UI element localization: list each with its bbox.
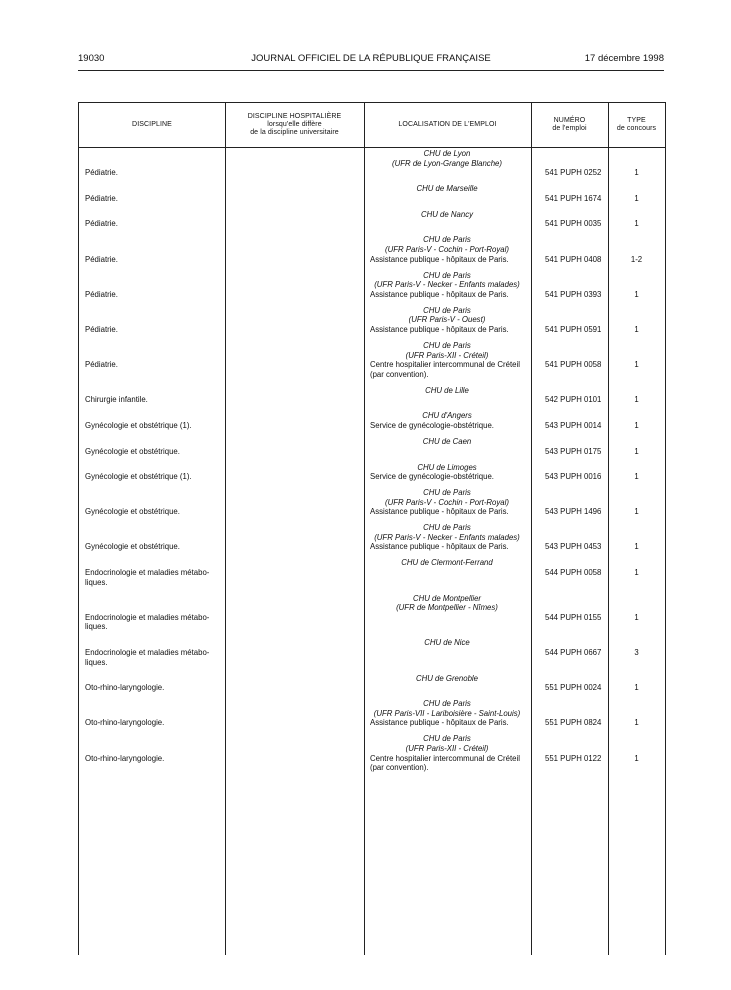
column-header-hospital-discipline: DISCIPLINE HOSPITALIÈRE lorsqu'elle diffère de la discipline universitaire	[247, 113, 342, 136]
location-header: CHU de Paris (UFR Paris-V - Necker - Enfants malades)	[374, 270, 520, 290]
position-number: 541 PUPH 0591	[545, 324, 602, 334]
position-number: 541 PUPH 0393	[545, 289, 602, 299]
position-number: 543 PUPH 0016	[545, 472, 602, 482]
competition-type: 1	[634, 472, 639, 482]
location-detail: Centre hospitalier intercommunal de Créteil (par convention).	[370, 753, 520, 773]
location-header: CHU de Clermont-Ferrand	[401, 558, 493, 568]
competition-type: 1	[634, 507, 639, 517]
competition-type: 1	[634, 168, 639, 178]
table-row	[79, 235, 665, 270]
table-row	[79, 210, 665, 236]
discipline-cell: Chirurgie infantile.	[85, 395, 148, 405]
column-header-type: TYPE de concours	[616, 117, 657, 132]
table-row	[79, 463, 665, 489]
table-row	[79, 184, 665, 210]
discipline-cell: Oto-rhino-laryngologie.	[85, 683, 165, 693]
page-header	[78, 53, 664, 69]
table-row	[79, 594, 665, 639]
discipline-cell: Gynécologie et obstétrique.	[85, 507, 180, 517]
table-row	[79, 149, 665, 184]
page-number: 19030	[78, 53, 105, 64]
discipline-cell: Oto-rhino-laryngologie.	[85, 753, 165, 763]
position-number: 544 PUPH 0058	[545, 568, 602, 578]
location-detail: Service de gynécologie-obstétrique.	[370, 472, 494, 482]
table-row	[79, 558, 665, 593]
discipline-cell: Pédiatrie.	[85, 360, 118, 370]
table-row	[79, 386, 665, 412]
competition-type: 1	[634, 612, 639, 622]
competition-type: 1	[634, 542, 639, 552]
positions-table	[78, 102, 666, 955]
location-header: CHU de Paris (UFR Paris-VII - Lariboisière - Saint-Louis)	[373, 699, 521, 718]
discipline-cell: Pédiatrie.	[85, 289, 118, 299]
location-header: CHU de Nice	[424, 638, 470, 648]
location-detail: Assistance publique - hôpitaux de Paris.	[370, 254, 509, 264]
competition-type: 3	[634, 648, 639, 658]
location-header: CHU de Paris (UFR Paris-V - Ouest)	[408, 305, 486, 325]
table-row	[79, 271, 665, 306]
location-detail: Assistance publique - hôpitaux de Paris.	[370, 542, 509, 552]
competition-type: 1	[634, 568, 639, 578]
table-row	[79, 699, 665, 734]
competition-type: 1	[634, 446, 639, 456]
discipline-cell: Pédiatrie.	[85, 168, 118, 178]
location-header: CHU de Nancy	[421, 209, 473, 219]
table-row	[79, 488, 665, 523]
table-row	[79, 674, 665, 700]
header-rule	[78, 70, 664, 71]
location-header: CHU de Marseille	[416, 184, 478, 194]
competition-type: 1	[634, 753, 639, 763]
competition-type: 1	[634, 718, 639, 728]
competition-type: 1-2	[630, 254, 643, 264]
competition-type: 1	[634, 360, 639, 370]
location-header: CHU de Caen	[422, 436, 472, 446]
location-header: CHU de Lille	[425, 385, 469, 395]
discipline-cell: Pédiatrie.	[85, 254, 118, 264]
competition-type: 1	[634, 219, 639, 229]
location-header: CHU de Lyon (UFR de Lyon-Grange Blanche)	[392, 149, 502, 168]
position-number: 543 PUPH 1496	[545, 507, 602, 517]
location-detail: Service de gynécologie-obstétrique.	[370, 420, 494, 430]
table-row	[79, 411, 665, 437]
table-row	[79, 734, 665, 779]
table-row	[79, 523, 665, 558]
discipline-cell: Endocrinologie et maladies métabo- liques.	[85, 568, 210, 587]
competition-type: 1	[634, 395, 639, 405]
header-row-rule	[79, 147, 665, 148]
column-header-discipline: DISCIPLINE	[132, 121, 172, 128]
discipline-cell: Gynécologie et obstétrique (1).	[85, 472, 192, 482]
discipline-cell: Gynécologie et obstétrique.	[85, 542, 180, 552]
discipline-cell: Pédiatrie.	[85, 324, 118, 334]
competition-type: 1	[634, 289, 639, 299]
position-number: 544 PUPH 0667	[545, 648, 602, 658]
location-detail: Centre hospitalier intercommunal de Créteil (par convention).	[370, 360, 520, 379]
competition-type: 1	[634, 193, 639, 203]
publication-date: 17 décembre 1998	[584, 53, 664, 64]
position-number: 551 PUPH 0824	[545, 718, 602, 728]
position-number: 543 PUPH 0014	[545, 420, 602, 430]
position-number: 544 PUPH 0155	[545, 612, 602, 622]
position-number: 551 PUPH 0122	[545, 753, 602, 763]
position-number: 541 PUPH 0058	[545, 360, 602, 370]
position-number: 541 PUPH 0408	[545, 254, 602, 264]
competition-type: 1	[634, 324, 639, 334]
location-header: CHU de Paris (UFR Paris-XII - Créteil)	[405, 340, 489, 360]
table-row	[79, 306, 665, 341]
table-row	[79, 437, 665, 463]
discipline-cell: Endocrinologie et maladies métabo- liques.	[85, 648, 210, 667]
competition-type: 1	[634, 683, 639, 693]
column-header-location: LOCALISATION DE L'EMPLOI	[398, 121, 497, 128]
location-detail: Assistance publique - hôpitaux de Paris.	[370, 507, 509, 517]
location-header: CHU de Paris (UFR Paris-XII - Créteil)	[405, 734, 489, 754]
location-header: CHU de Paris (UFR Paris-V - Cochin - Port-Royal)	[385, 235, 509, 254]
table-body	[79, 149, 665, 779]
table-row	[79, 638, 665, 673]
discipline-cell: Endocrinologie et maladies métabo- liques.	[85, 612, 210, 632]
location-header: CHU d'Angers	[422, 411, 472, 421]
discipline-cell: Oto-rhino-laryngologie.	[85, 718, 165, 728]
position-number: 543 PUPH 0453	[545, 542, 602, 552]
location-detail: Assistance publique - hôpitaux de Paris.	[370, 289, 509, 299]
discipline-cell: Pédiatrie.	[85, 193, 118, 203]
position-number: 543 PUPH 0175	[545, 446, 602, 456]
competition-type: 1	[634, 420, 639, 430]
position-number: 541 PUPH 0035	[545, 219, 602, 229]
location-header: CHU de Paris (UFR Paris-V - Cochin - Port-Royal)	[385, 488, 509, 507]
location-detail: Assistance publique - hôpitaux de Paris.	[370, 718, 509, 728]
location-header: CHU de Grenoble	[416, 673, 478, 683]
table-row	[79, 341, 665, 386]
position-number: 541 PUPH 1674	[545, 193, 602, 203]
discipline-cell: Pédiatrie.	[85, 219, 118, 229]
location-header: CHU de Paris (UFR Paris-V - Necker - Enfants malades)	[374, 523, 520, 542]
discipline-cell: Gynécologie et obstétrique.	[85, 446, 180, 456]
location-header: CHU de Montpellier (UFR de Montpellier - Nîmes)	[396, 593, 498, 613]
position-number: 551 PUPH 0024	[545, 683, 602, 693]
discipline-cell: Gynécologie et obstétrique (1).	[85, 420, 192, 430]
journal-title: JOURNAL OFFICIEL DE LA RÉPUBLIQUE FRANÇAISE	[251, 53, 491, 64]
column-header-number: NUMÉRO de l'emploi	[552, 117, 587, 132]
location-header: CHU de Limoges	[417, 462, 477, 472]
position-number: 542 PUPH 0101	[545, 395, 602, 405]
location-detail: Assistance publique - hôpitaux de Paris.	[370, 324, 509, 334]
position-number: 541 PUPH 0252	[545, 168, 602, 178]
